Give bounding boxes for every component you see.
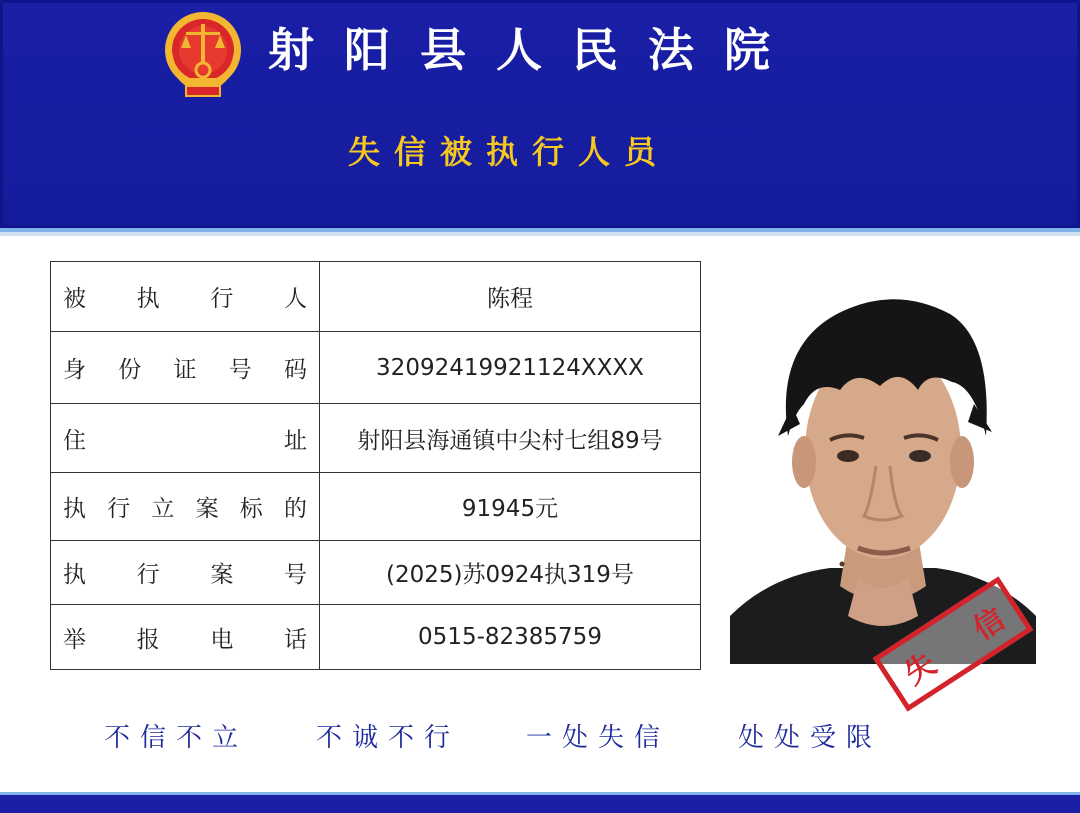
stamp-char-1: 失 [898, 646, 943, 693]
table-row [51, 262, 701, 332]
header-banner [0, 0, 1080, 232]
court-emblem-icon [160, 8, 246, 100]
value-id-number: 32092419921124XXXX [320, 332, 701, 404]
label-address: 住址 [51, 404, 320, 473]
slogan-1: 不信不立 [104, 723, 249, 753]
stamp-char-2: 信 [967, 601, 1012, 648]
slogan-4: 处处受限 [738, 723, 883, 753]
value-case-amount: 91945元 [320, 473, 701, 541]
table-row [51, 404, 701, 473]
slogan-3: 一处失信 [526, 723, 671, 753]
value-debtor-name: 陈程 [320, 262, 701, 332]
page-subtitle: 失信被执行人员 [348, 133, 671, 171]
value-report-phone: 0515-82385759 [320, 605, 701, 670]
court-name: 射阳县人民法院 [268, 23, 800, 77]
label-debtor: 被执行人 [51, 262, 320, 332]
label-id-number: 身份证号码 [51, 332, 320, 404]
header-divider [0, 232, 1080, 236]
slogan-bar [104, 718, 904, 758]
value-address: 射阳县海通镇中尖村七组89号 [320, 404, 701, 473]
slogan-2: 不诚不行 [316, 723, 461, 753]
label-case-number: 执行案号 [51, 541, 320, 605]
value-case-number: (2025)苏0924执319号 [320, 541, 701, 605]
table-row [51, 605, 701, 670]
label-report-phone: 举报电话 [51, 605, 320, 670]
table-row [51, 541, 701, 605]
table-row [51, 332, 701, 404]
label-case-amount: 执行立案标的 [51, 473, 320, 541]
debtor-info-table [50, 261, 701, 670]
table-row [51, 473, 701, 541]
